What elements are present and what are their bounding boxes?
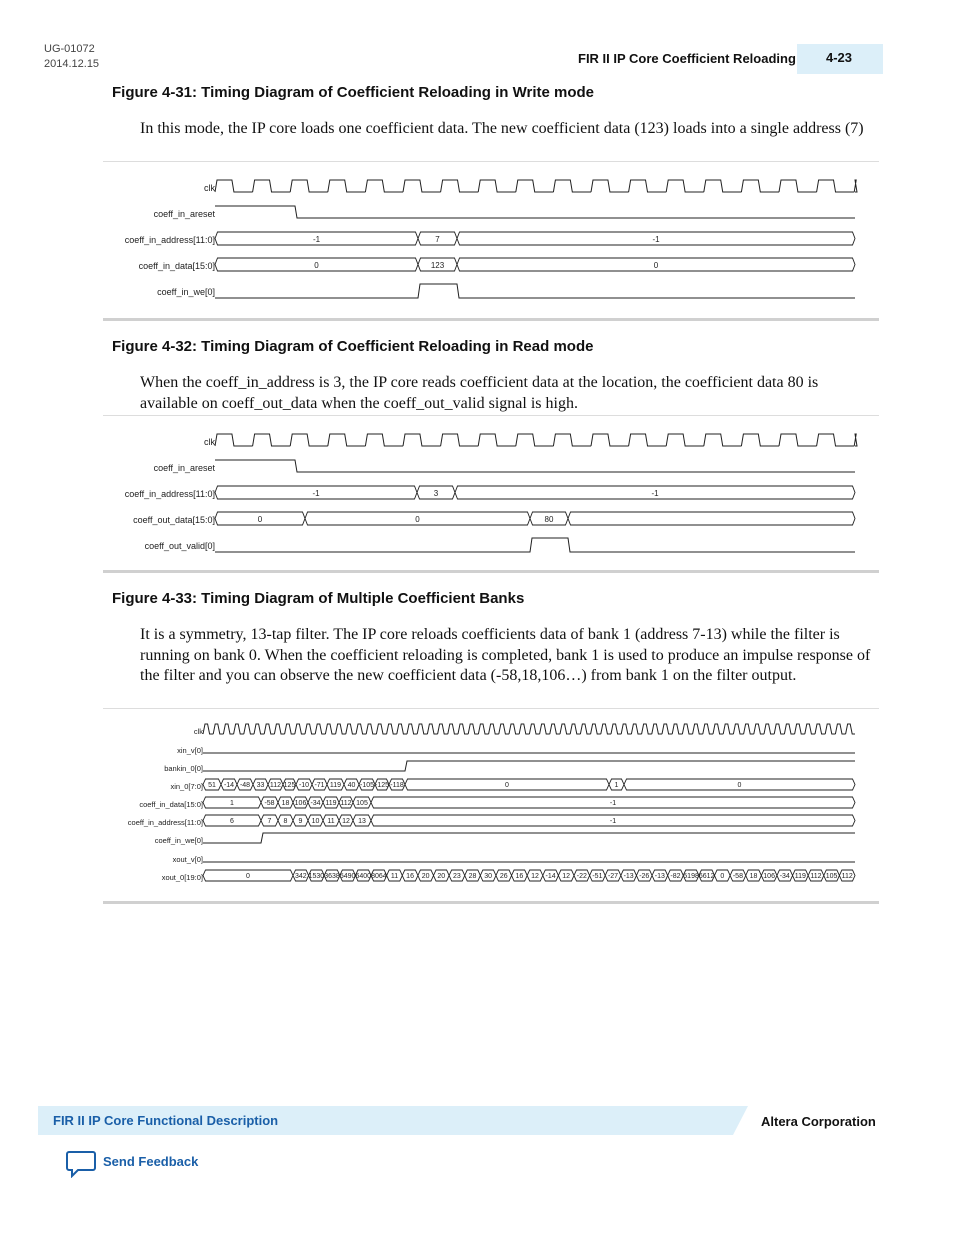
signal-label: clk [193,727,203,736]
bus-value: -105 [359,782,375,789]
clock-waveform [215,180,857,192]
clock-waveform [203,724,855,734]
bus-value: -1 [312,489,320,498]
bus-value: 5490 [339,873,356,880]
digital-waveform [215,284,855,298]
figure-33-title: Figure 4-33: Timing Diagram of Multiple Coefficient Banks [112,590,525,607]
signal-label: coeff_out_data[15:0] [133,515,215,525]
bus-value: -34 [779,873,790,880]
bus-value: 3 [433,489,439,498]
bus-value: -58 [732,873,743,880]
bus-value: 8064 [371,873,387,880]
divider [103,570,879,573]
signal-label: bankin_0[0] [164,764,203,773]
bus-value: 28 [468,873,477,880]
bus-value: 20 [421,873,430,880]
bus-value: -22 [576,873,587,880]
signal-label: coeff_in_data[15:0] [138,261,215,271]
bus-value: 10 [311,818,320,825]
doc-date: 2014.12.15 [44,58,100,70]
bus-waveform [215,232,855,245]
figure-31-title: Figure 4-31: Timing Diagram of Coefficient Reloading in Write mode [112,84,594,101]
bus-value: 0 [257,515,263,524]
bus-value: 6 [230,818,234,825]
bus-value: 6612 [698,873,715,880]
bus-value: 125 [283,782,296,789]
digital-waveform [215,538,855,552]
bus-value: 1530 [308,873,325,880]
bus-value: 80 [544,515,554,524]
bus-value: 0 [314,261,319,270]
bus-value: -10 [298,782,310,789]
bus-value: 0 [720,873,725,880]
bus-value: -1 [312,235,321,244]
signal-label: xin_0[7:0] [170,782,203,791]
signal-label: coeff_in_we[0] [157,287,215,297]
signal-label: coeff_in_address[11:0] [127,818,203,827]
bus-value: 8 [283,818,288,825]
bus-value: 16 [515,873,524,880]
bus-value: 12 [562,873,571,880]
bus-value: -82 [670,873,681,880]
bus-value: 1 [230,800,234,807]
clock-waveform [215,434,857,446]
bus-segment [568,512,855,525]
bus-value: -1 [651,489,659,498]
page-number: 4-23 [826,50,853,65]
bus-value: 5198 [683,873,699,880]
signal-label: xout_v[0] [172,855,203,864]
figure-31-description: In this mode, the IP core loads one coefficient data. The new coefficient data (123) loads into a single address (7) [140,120,864,137]
bus-value: -13 [623,873,634,880]
bus-value: -27 [607,873,619,880]
bus-value: 11 [327,818,335,825]
signal-label: xout_0[19:0] [161,873,203,882]
signal-label: clk [204,183,215,193]
bus-value: -71 [314,782,325,789]
bus-waveform [203,779,855,790]
bus-value: 11 [390,873,399,880]
figure-33-timing-diagram [103,716,863,891]
feedback-icon[interactable] [66,1150,96,1178]
bus-value: -118 [390,782,404,789]
bus-value: 26 [499,873,508,880]
bus-value: 7 [267,818,272,825]
bus-waveform [203,815,855,826]
figure-32-title: Figure 4-32: Timing Diagram of Coefficient Reloading in Read mode [112,338,594,355]
signal-label: coeff_in_address[11:0] [124,489,215,499]
bus-value: -48 [239,782,251,789]
bus-value: 106 [294,800,307,807]
signal-label: clk [204,437,215,447]
bus-value: -51 [592,873,603,880]
bus-value: -125 [374,782,390,789]
bus-value: 6400 [355,873,372,880]
bus-value: 105 [825,873,838,880]
bus-value: 106 [763,873,775,880]
bus-waveform [215,258,855,271]
digital-waveform [203,833,855,843]
bus-value: 40 [347,782,356,789]
doc-number: UG-01072 [44,43,95,55]
divider [103,318,879,321]
figure-33-description: It is a symmetry, 13-tap filter. The IP core reloads coefficients data of bank 1 (address 7-13) while the filter is running on bank 0. When the coefficient reloading is completed, bank 1 is used to produce an impulse response of the filter and you can observe the new coefficient data (-58,18,106…) from bank 1 on the filter output. [140,626,871,684]
bus-value: 16 [406,873,414,880]
bus-value: -13 [654,873,665,880]
bus-value: 9 [298,818,303,825]
bus-value: 30 [484,873,493,880]
signal-label: coeff_in_data[15:0] [139,800,203,809]
running-header-title: FIR II IP Core Coefficient Reloading [578,51,796,66]
signal-label: coeff_in_areset [153,209,215,219]
footer-company: Altera Corporation [761,1114,876,1129]
figure-32-timing-diagram [103,424,863,559]
bus-value: 119 [325,800,337,807]
bus-waveform [203,797,855,808]
bus-value: 7 [435,235,440,244]
bus-value: 18 [749,873,758,880]
bus-value: 112 [841,873,853,880]
divider [103,708,879,709]
bus-value: -1 [609,800,617,807]
signal-label: coeff_in_we[0] [154,836,203,845]
bus-value: -1 [609,818,617,825]
signal-label: coeff_in_address[11:0] [124,235,215,245]
bus-value: 1 [614,782,619,789]
bus-value: -58 [264,800,275,807]
bus-value: 23 [453,873,461,880]
bus-value: 342 [294,873,307,880]
divider [103,901,879,904]
bus-value: -26 [639,873,650,880]
bus-value: 33 [256,782,265,789]
bus-value: 112 [810,873,822,880]
bus-value: -34 [310,800,321,807]
bus-value: 12 [531,873,539,880]
bus-value: 20 [437,873,446,880]
bus-value: 18 [281,800,290,807]
bus-value: 119 [329,782,342,789]
bus-waveform [203,870,855,881]
bus-value: -14 [223,782,235,789]
figure-31-timing-diagram [103,170,863,305]
bus-value: 0 [415,515,420,524]
bus-value: 119 [794,873,806,880]
bus-value: 13 [358,818,366,825]
digital-waveform [203,761,855,771]
divider [103,161,879,162]
bus-waveform [215,486,855,499]
digital-waveform [215,206,855,218]
figure-32-description: When the coeff_in_address is 3, the IP core reads coefficient data at the location, the coefficient data 80 is available on coeff_out_data when the coeff_out_valid signal is high. [140,374,819,412]
document-id [44,42,99,72]
bus-value: 112 [269,782,282,789]
signal-label: xin_v[0] [177,746,203,755]
send-feedback-link[interactable]: Send Feedback [103,1154,199,1169]
bus-value: 0 [505,782,509,789]
bus-value: 112 [340,800,352,807]
bus-value: -1 [652,235,660,244]
bus-value: 0 [653,261,659,270]
bus-value: 0 [737,782,742,789]
bus-value: 3638 [324,873,340,880]
digital-waveform [215,460,855,472]
footer-section-link[interactable]: FIR II IP Core Functional Description [53,1113,279,1128]
bus-waveform [215,512,855,525]
bus-value: 123 [430,261,445,270]
bus-value: 51 [208,782,216,789]
signal-label: coeff_out_valid[0] [144,541,215,551]
bus-value: -14 [545,873,556,880]
signal-label: coeff_in_areset [153,463,215,473]
bus-value: 0 [246,873,250,880]
bus-value: 105 [356,800,368,807]
divider [103,415,879,416]
bus-value: 12 [342,818,350,825]
